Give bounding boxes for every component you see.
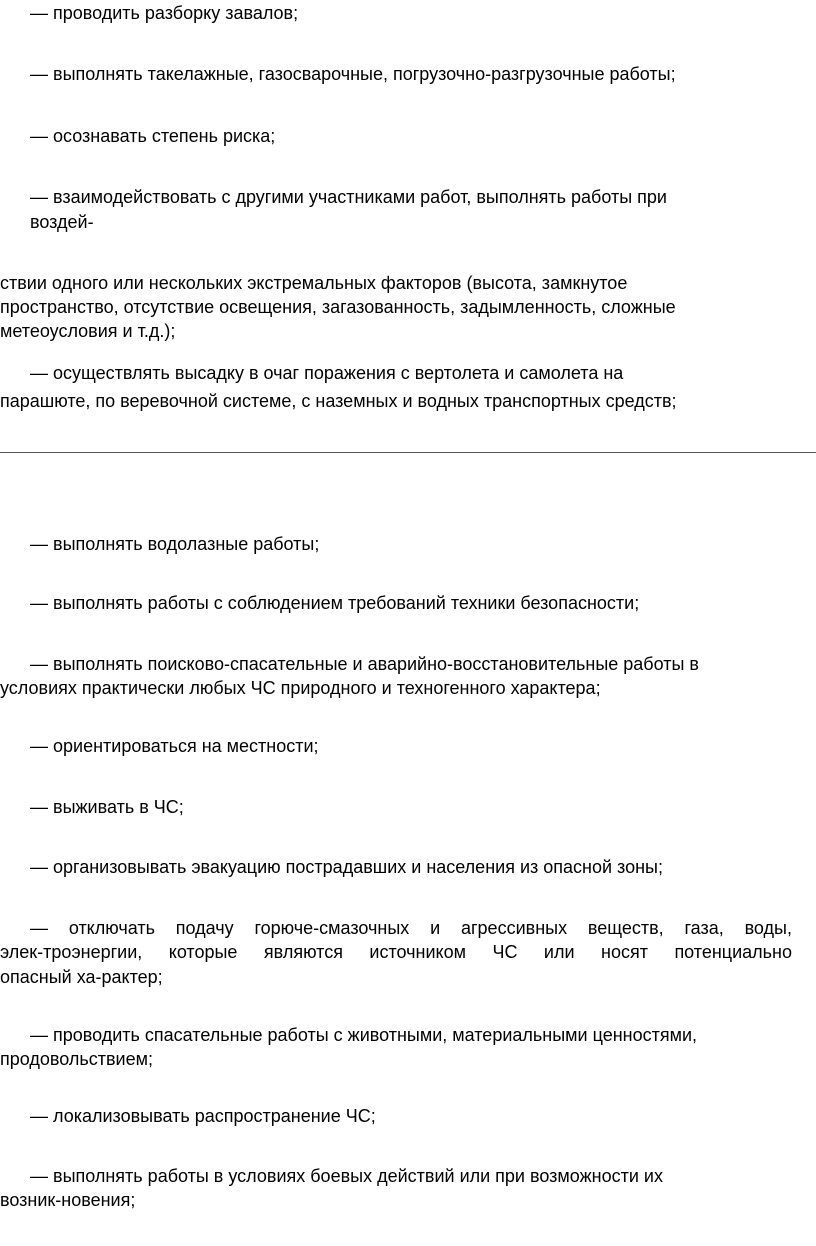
list-item-debris: — проводить разборку завалов; [30,3,299,23]
list-item-rescue-line1: — выполнять поисково-спасательные и аварийно-восстановительные работы в [30,654,699,674]
list-item-animals-line2: продовольствием; [0,1049,153,1069]
list-item-risk: — осознавать степень риска; [30,126,276,146]
list-item-evacuation: — организовывать эвакуацию пострадавших и населения из опасной зоны; [30,857,663,877]
list-item-interaction-cont-line1: ствии одного или нескольких экстремальных факторов (высота, замкнутое [0,273,628,293]
list-item-landing-line2: парашюте, по веревочной системе, с наземных и водных транспортных средств; [0,391,677,411]
page-divider [0,452,816,453]
list-item-interaction-cont-line2: пространство, отсутствие освещения, загазованность, задымленность, сложные [0,297,676,317]
list-item-animals-line1: — проводить спасательные работы с животными, материальными ценностями, [30,1025,698,1045]
list-item-shutoff-line3: опасный ха-рактер; [0,967,163,987]
list-item-shutoff-line2: элек-троэнергии, которые являются источником ЧС или носят потенциально [0,942,792,962]
list-item-landing-line1: — осуществлять высадку в очаг поражения с вертолета и самолета на [30,363,624,383]
list-item-interaction-line2: воздей- [30,212,94,232]
list-item-survival: — выживать в ЧС; [30,797,184,817]
list-item-orientation: — ориентироваться на местности; [30,736,319,756]
list-item-interaction-cont-line3: метеоусловия и т.д.); [0,321,176,341]
list-item-shutoff-line1: — отключать подачу горюче-смазочных и агрессивных веществ, газа, воды, [30,918,792,938]
list-item-localize: — локализовывать распространение ЧС; [30,1106,376,1126]
list-item-combat-line2: возник-новения; [0,1190,136,1210]
list-item-rescue-line2: условиях практически любых ЧС природного и техногенного характера; [0,678,601,698]
list-item-combat-line1: — выполнять работы в условиях боевых действий или при возможности их [30,1166,663,1186]
list-item-diving: — выполнять водолазные работы; [30,534,320,554]
list-item-safety: — выполнять работы с соблюдением требований техники безопасности; [30,593,640,613]
list-item-interaction-line1: — взаимодействовать с другими участниками работ, выполнять работы при [30,187,667,207]
list-item-rigging: — выполнять такелажные, газосварочные, погрузочно-разгрузочные работы; [30,64,676,84]
